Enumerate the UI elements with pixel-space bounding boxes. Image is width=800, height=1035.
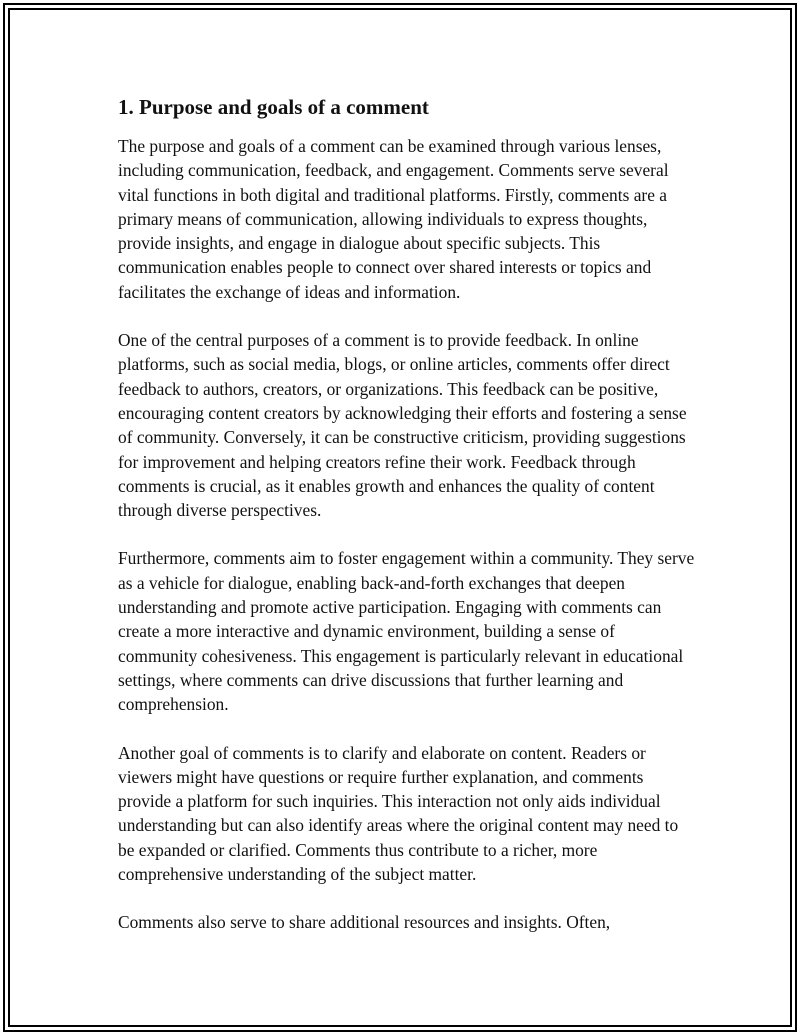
section-heading: 1. Purpose and goals of a comment <box>118 95 429 119</box>
document-body <box>118 92 698 959</box>
paragraph-communication: The purpose and goals of a comment can be examined through various lenses, including communication, feedback, and engagement. Comments serve several vital functions in both digital and traditional platforms. Firstly, comments are a primary means of communication, allowing individuals to express thoughts, provide insights, and engage in dialogue about specific subjects. This communication enables people to connect over shared interests or topics and facilitates the exchange of ideas and information. <box>118 136 669 302</box>
paragraph-clarify: Another goal of comments is to clarify and elaborate on content. Readers or viewers might have questions or require further explanation, and comments provide a platform for such inquiries. This interaction not only aids individual understanding but can also identify areas where the original content may need to be expanded or clarified. Comments thus contribute to a richer, more comprehensive understanding of the subject matter. <box>118 742 679 885</box>
paragraph-resources: Comments also serve to share additional resources and insights. Often, <box>118 912 611 933</box>
paragraph-feedback: One of the central purposes of a comment is to provide feedback. In online platforms, such as social media, blogs, or online articles, comments offer direct feedback to authors, creators, or organizations. This feedback can be positive, encouraging content creators by acknowledging their efforts and fostering a sense of community. Conversely, it can be constructive criticism, providing suggestions for improvement and helping creators refine their work. Feedback through comments is crucial, as it enables growth and enhances the quality of content through diverse perspectives. <box>118 330 687 521</box>
paragraph-engagement: Furthermore, comments aim to foster engagement within a community. They serve as a vehicle for dialogue, enabling back-and-forth exchanges that deepen understanding and promote active participation. Engaging with comments can create a more interactive and dynamic environment, building a sense of community cohesiveness. This engagement is particularly relevant in educational settings, where comments can drive discussions that further learning and comprehension. <box>118 548 695 715</box>
